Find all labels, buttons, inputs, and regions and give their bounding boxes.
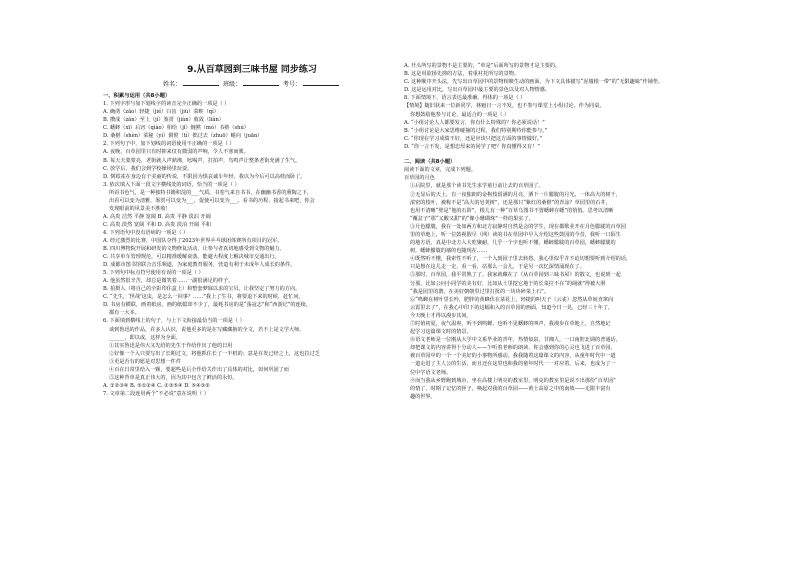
passage-line: “我是园里的鹊，在美好朝朝里过里打扰的一块块碎菜上石”。 bbox=[410, 288, 549, 295]
question-line: 7. 文章第二段连用两个“不必说”意在说明（ ） bbox=[103, 390, 209, 397]
passage-line: 的情了，时期了记忆的匣子，唤起对我的百草园——黄土高原之中的南坡——无限丰富有 bbox=[410, 385, 611, 392]
passage-line: 树，蟋蟀朦胧的墙的也随现在…… bbox=[410, 248, 488, 255]
question-line: ______，即以或，这样为全面。 bbox=[109, 334, 181, 341]
passage-line: ⑨而当我从乡野跑到城市，坐在高楼上明亮的教室里，明亮的教室里是说不出那份“百草园” bbox=[410, 377, 616, 384]
question-line: B. 攒成（zǎn）至上（jí）鉴赏（jiàn）收敛（liǎn） bbox=[103, 117, 224, 124]
question-line: C. 这种顺序开头法，先写出百草园中的景物相映生动的画面，为下文具体描写“泥墙根一带”的“无限趣味”作铺垫。 bbox=[404, 79, 664, 86]
question-line: D. 这是运用对比，写出百草园中最主要的景色以及对人物情感。 bbox=[404, 87, 551, 94]
question-line: A. 高贵 洁然 平静 宽阔 B. 高贵 平静 淡泊 开阔 bbox=[103, 213, 211, 220]
passage-line: ④既然听不懂，我索性不听了，一个入到园子里去转悠。我心里似乎并不迫切想要听到介绍的话， bbox=[410, 256, 632, 263]
passage-line: 一道走进了主人公的生活，而且还在这里也和我的童年时代一一对应着。后来，也成为了一 bbox=[410, 361, 616, 368]
question-line: 出看可以变为清雅，鉴赏可以变为___，促使可以变为___。看书的历程，接起书来吧，你会 bbox=[109, 197, 315, 204]
passage-line: 趣的世界。 bbox=[410, 393, 436, 400]
left-question-lines bbox=[103, 100, 401, 398]
passage-line: 分那，比如公问小同学的美有好，比如从土里挖它地于的长菜拉不在“的阔就”得被大胆 bbox=[410, 280, 606, 287]
passage-line: ③月色朦胧，我在一处如两方和北方寂静时自然是会的学生，现在都歌业开在月色朦胧的百草园 bbox=[410, 223, 626, 230]
question-line: 谈到鲁迅的作品，许多人认识，说他更多的是在写藏藏掖的全文，若不上是文学大师。 bbox=[109, 326, 305, 333]
passage-line: ①后院里，就是那个读书先生求学童行前让去的百草园了。 bbox=[410, 183, 544, 190]
question-line: 3. 依次填入下面一段文字横线处的词语，恰当的一项是（ ） bbox=[103, 181, 240, 188]
question-line: B. “小组讨论是大家思维碰撞的过程，我们特别期待你能参与。” bbox=[404, 127, 548, 134]
right-column bbox=[404, 0, 706, 401]
passage-line: 百草园的月色 bbox=[404, 175, 435, 182]
question-line: D. 成都市图书馆联合音乐频道，为家庭教育服务，营造有利于未成年人成长的条件。 bbox=[103, 262, 296, 269]
passage-line: 被百草园中的一个一个美好的小事物所感动。我我随着这篇课文的内容，从童年时代中一道 bbox=[410, 353, 616, 360]
question-line: A. 确凿（záo）轻捷（jié）臼齿（jiù）菜畦（qí） bbox=[103, 109, 219, 116]
question-line: C. 共享单车管理规范，可以精准缓解衰落，能避大程度上解决城市交通出行。 bbox=[103, 254, 280, 261]
question-line: C. 蟋蟀（xī）后窍（qiào）相给（jǐ）缠黙（mò）书塾（shú） bbox=[103, 125, 249, 132]
question-line: D. 倒霉雀在身边有个美丽的传说，不限因为惧哀诚车年轻，我以为今后可以高枕而卧了。 bbox=[103, 173, 306, 180]
class-field[interactable] bbox=[243, 79, 279, 86]
question-line: 5. 下列句中标点符号使用有误的一项是（ ） bbox=[103, 270, 204, 277]
name-label: 姓名： bbox=[163, 81, 182, 88]
passage-line: ②无显后的天上，有一夜独朗的金枸枝留满的月亮，洒下一片朦胧的月光，一体高大的树干， bbox=[410, 191, 621, 198]
document-title: 9.从百草园到三味书屋 同步练习 bbox=[187, 65, 317, 75]
passage-line: ⑦时值初夏，夜气温爽，听不到鸣蝉，也听不见蟋蟀的叫声，我漫步在草地上，自然地记 bbox=[410, 321, 611, 328]
question-line: C. “你现在学习成绩不好，还是应该只把这方面的事情做好。” bbox=[404, 135, 543, 142]
question-line: 6. 下面填到横线上的句子，与上下文衔接最恰当的一项是（ ） bbox=[103, 318, 245, 325]
passage-line: ⑧语文老师是一位刚从大学中文系毕业的青年，热情似泉，甘湘人，一口南腔北调的普通话， bbox=[410, 337, 621, 344]
question-line: 8. 下面情境下，语言表达最准确、得体的一项是（ ） bbox=[404, 95, 526, 102]
name-field[interactable] bbox=[183, 79, 219, 86]
passage-line: 也用不清晰“壁是“他的石阶”，根儿有一种“百草乌图书不置蟋蟀在蟋”的悄悄。思考以清晰 bbox=[410, 207, 614, 214]
question-line: 2. 下列句子中，加下划线的词语使用不正确的一项是（ ） bbox=[103, 141, 235, 148]
passage-line: “覆盆子”那“又酸又甜”的“像小珊瑚珠”一样的果实了。 bbox=[410, 215, 534, 222]
question-line: 1. 下列字形与加下划线字的读音完全正确的一项是（ ） bbox=[103, 101, 230, 108]
passage-line: 里的草地上，听一位鼓视假尽（网）读的书在草园中早入介绍这些鼓园的今昔，我听一口陌生 bbox=[410, 231, 621, 238]
question-line: B. 每天天蒙蒙亮，老街就人声鼎沸，吆喝声，打拍声，鸟鸣声让整条老街充满了生气。 bbox=[103, 157, 301, 164]
question-line: B. 这是用欲扬先抑的方法，着重衬托所写的景物。 bbox=[404, 71, 519, 78]
exam-number-label: 考号： bbox=[282, 81, 301, 88]
passage-line: 只是想在这儿走一走，看一看，站那么一会儿，于是另一次忆深情涌现在了。 bbox=[410, 264, 585, 271]
question-line: 【情境】随旧获来一位新同学，林魁日一言不发，也不参与课堂上小组讨论。作为同桌， bbox=[404, 103, 605, 110]
section-title-reading: 二、阅读（共8小题） bbox=[404, 159, 456, 166]
question-line: ②好像一个入只要写出了长期过文，将他抓住长了一半机的；意是在发已经之上，这也拉过乏 bbox=[109, 350, 320, 357]
student-info-line bbox=[103, 79, 401, 89]
left-column bbox=[103, 0, 401, 398]
question-line: 4. 下列语句中没有语病的一项是（ ） bbox=[103, 229, 189, 236]
question-line: A. 经过激烈的比赛，中国队夺得了2023年世界乒乓球团体赛所有项目的冠军。 bbox=[103, 238, 283, 244]
question-line: C. “先生，‘怪哉’这虫，是怎么一回事？……”我上了生书，将要退下来的时候，赶忙问。 bbox=[103, 294, 304, 301]
question-line: D. 书房有横联，画着纸房，画的纸媳却不少了，最耗书房的是“荡寇志”和“西游记”的连续， bbox=[103, 302, 311, 309]
question-line: C. 高贵 淡然 宽阔 平和 D. 高贵 淡泊 开阔 平和 bbox=[103, 221, 211, 228]
passage-line: 浓密的枝叶，被称不是“高大的皂荚树”，还是那只“紫红的桑椹”的青涂？草园里的石井， bbox=[410, 199, 611, 206]
question-line: A. “小组讨论人人都要发言，你有什么特殊的？你必须说话！” bbox=[404, 119, 545, 126]
passage-line: 起学习这篇课文时的情景。 bbox=[410, 329, 472, 336]
reading-passage bbox=[404, 166, 706, 401]
question-line: 都有一大本。 bbox=[109, 310, 140, 317]
passage-line: 却把课文的内容讲得十分动人——乍听着老师的朗读，你会感到你的心灵也飞进了百草园， bbox=[410, 345, 616, 352]
question-line: A. 夜晚，百草园里只有时抑来仅有微弱的声响，令人不寒而栗。 bbox=[103, 149, 249, 156]
section-title-vocabulary: 一、积累与运用（共8小题） bbox=[103, 93, 171, 99]
passage-line: ⑥“鸣蝉在树叶里长吟，肥胖的黄蜂伏在菜花上，轻捷的叫天子（云雀）忽然从草间直窜向 bbox=[410, 296, 614, 303]
passage-line: ⑤那时，百草园，我平常熟了了。我家就藏在了《从百草园到三味书屋》的散文，也说到一起 bbox=[410, 272, 621, 279]
right-question-lines bbox=[404, 62, 706, 151]
question-line: C. 放学后，我们会到学校操场里玩耍。 bbox=[103, 165, 193, 172]
question-line: 你想鼓励他参与讨论，最适合的一项是（ ） bbox=[410, 111, 510, 118]
question-line: ④百在日常里给入一颗，要超些是后全作给关作出了具体的对比，如何巩固了而 bbox=[109, 366, 289, 373]
passage-line: 的地方语，真是中北方入大吃聚耐，几乎一个字也听不懂。蟋蟀朦胧的百草园，蟋蟀朦胧的 bbox=[410, 240, 616, 247]
question-line: ①其实鲁迅是伟大又先给的先生于作给作出了他的日用 bbox=[109, 342, 233, 349]
passage-line: 位中学语文老师。 bbox=[410, 369, 452, 376]
question-line: 所看书色气，是一种独特书籍积淀的___气质。书卷气来自书书，在幽幽书香的熏陶之下， bbox=[109, 189, 313, 196]
question-line: D. “你一言不发，是想忠厚来的同学了吧？你真懂得又有！” bbox=[404, 143, 540, 150]
question-line: B. 四川博物院开展和研发的文物修复活动，让参与者真切地感受到文物的魅力。 bbox=[103, 246, 285, 253]
question-line: A. ①②③④ B. ⑤①②④ C. ①③⑤④ D. ⑤④③② bbox=[103, 382, 210, 389]
question-line: 发现眼前的风景美不胜收！ bbox=[109, 205, 171, 212]
passage-line: 阅读下面的文章，完成下列题。 bbox=[404, 167, 476, 174]
passage-line: 云霄里去了”，在我心中印下的这幅和入的百草园的画面，知道今日一晃，已经三十年了， bbox=[410, 304, 614, 311]
passage-line: 今天晚上才得以漫步其间。 bbox=[410, 312, 472, 319]
question-line: A. 他虽然很辛苦，却总是微笑着……一副很满足的样子。 bbox=[103, 278, 234, 285]
class-label: 班级： bbox=[222, 81, 241, 88]
question-line: D. 桑椹（shèn）菜秘（yí）倜傥（tì）拙过去（zhuō）蜷向（juān） bbox=[103, 133, 263, 140]
question-line: A. 开头所写的景物不是主要的，“单是”后面所写的景物才是主要的。 bbox=[404, 63, 561, 69]
question-line: ③更是否有的愿是对思想一件件 bbox=[109, 358, 181, 365]
exam-number-field[interactable] bbox=[303, 79, 339, 86]
question-line: B. 拍摄人（将自己的全影印住盒上）和整套梦寐以求的宝贝，让我坚定了努力的方向。 bbox=[103, 286, 301, 293]
question-line: ⑤这种背单是真正伟大的，因为其中包含了鲜活的永恒。 bbox=[109, 374, 238, 381]
